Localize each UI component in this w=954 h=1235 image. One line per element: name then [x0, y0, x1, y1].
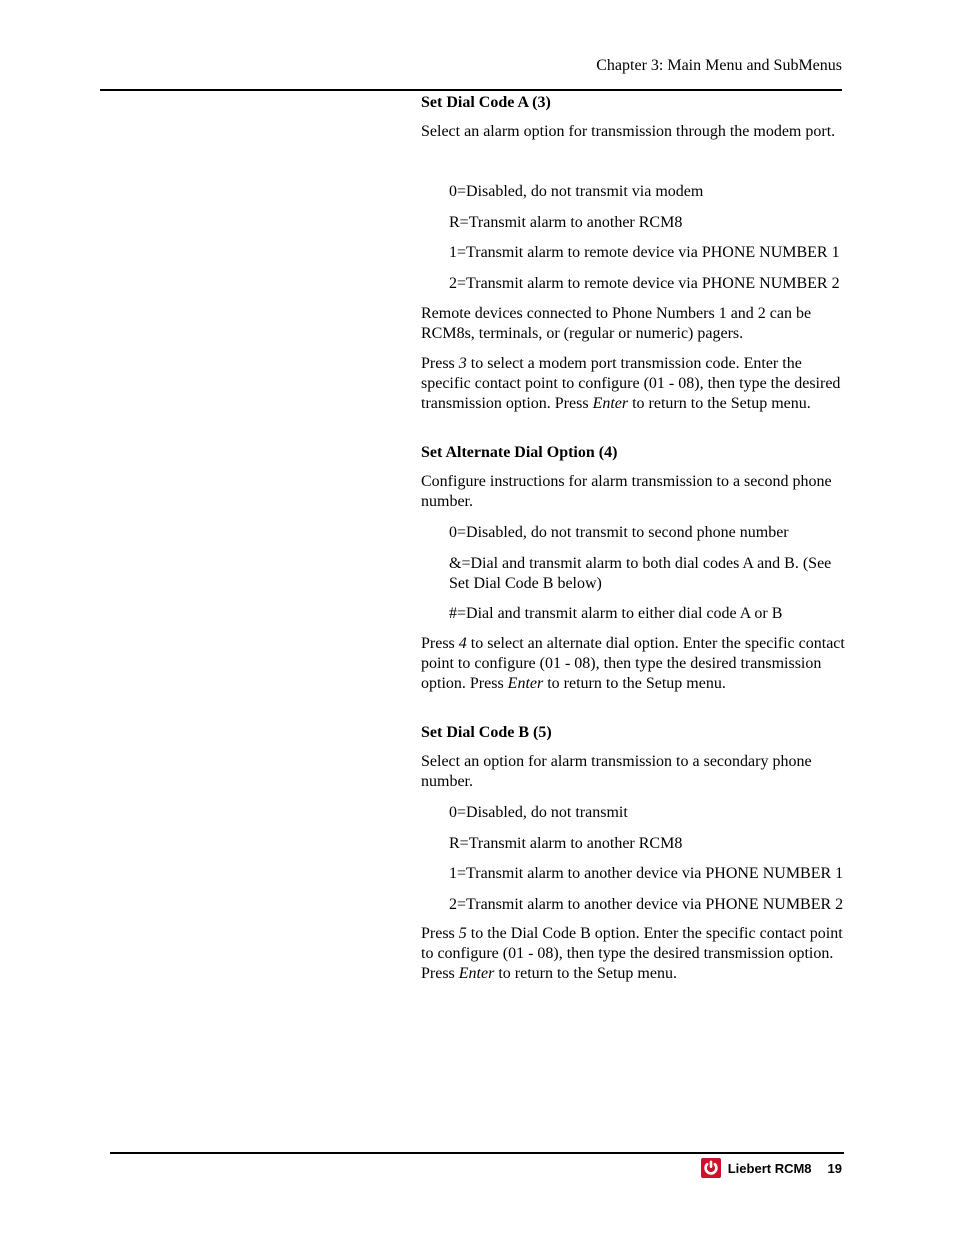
dial-code-a-option: 2=Transmit alarm to remote device via PHONE NUMBER 2: [449, 275, 840, 292]
alternate-dial-option: &=Dial and transmit alarm to both dial codes A and B. (See Set Dial Code B below): [449, 555, 832, 592]
page-number: 19: [827, 1160, 842, 1176]
key-3: 3: [458, 355, 467, 372]
section-title-dial-code-a: Set Dial Code A (3): [421, 94, 551, 111]
footer-brand: Liebert RCM8: [727, 1160, 812, 1176]
enter-key: Enter: [592, 395, 629, 412]
alternate-dial-intro: Configure instructions for alarm transmission to a second phone number.: [421, 473, 832, 510]
liebert-logo-icon: [701, 1158, 721, 1178]
dial-code-a-option: 1=Transmit alarm to remote device via PHONE NUMBER 1: [449, 244, 840, 261]
enter-key: Enter: [458, 965, 495, 982]
section-title-dial-code-b: Set Dial Code B (5): [421, 724, 552, 741]
dial-code-b-option: R=Transmit alarm to another RCM8: [449, 835, 683, 852]
dial-code-a-intro: Select an alarm option for transmission through the modem port.: [421, 123, 836, 140]
key-5: 5: [458, 925, 467, 942]
dial-code-a-option: 0=Disabled, do not transmit via modem: [449, 183, 704, 200]
main-content: [421, 91, 845, 984]
alternate-dial-instructions: Press 4 to select an alternate dial option. Enter the specific contact point to configure (01 - 08), then type the desired transmission option. Press Enter to return to the Setup menu.: [421, 635, 845, 692]
dial-code-a-option: R=Transmit alarm to another RCM8: [449, 214, 683, 231]
section-title-alternate-dial: Set Alternate Dial Option (4): [421, 444, 618, 461]
footer-rule: [110, 1152, 844, 1154]
dial-code-b-option: 0=Disabled, do not transmit: [449, 804, 628, 821]
alternate-dial-option: 0=Disabled, do not transmit to second phone number: [449, 524, 789, 541]
dial-code-b-option: 2=Transmit alarm to another device via PHONE NUMBER 2: [449, 896, 844, 913]
dial-code-b-option: 1=Transmit alarm to another device via PHONE NUMBER 1: [449, 865, 844, 882]
dial-code-a-instructions: Press 3 to select a modem port transmission code. Enter the specific contact point to configure (01 - 08), then type the desired transmission option. Press Enter to return to the Setup menu.: [421, 355, 841, 412]
chapter-title: Chapter 3: Main Menu and SubMenus: [596, 57, 842, 74]
dial-code-a-note: Remote devices connected to Phone Numbers 1 and 2 can be RCM8s, terminals, or (regular or numeric) pagers.: [421, 305, 812, 342]
dial-code-b-instructions: Press 5 to the Dial Code B option. Enter the specific contact point to configure (01 - 08), then type the desired transmission option. Press Enter to return to the Setup menu.: [421, 925, 843, 982]
enter-key: Enter: [507, 675, 544, 692]
dial-code-b-intro: Select an option for alarm transmission to a secondary phone number.: [421, 753, 812, 790]
key-4: 4: [458, 635, 467, 652]
page-footer: [701, 1157, 842, 1179]
alternate-dial-option: #=Dial and transmit alarm to either dial code A or B: [449, 605, 783, 622]
